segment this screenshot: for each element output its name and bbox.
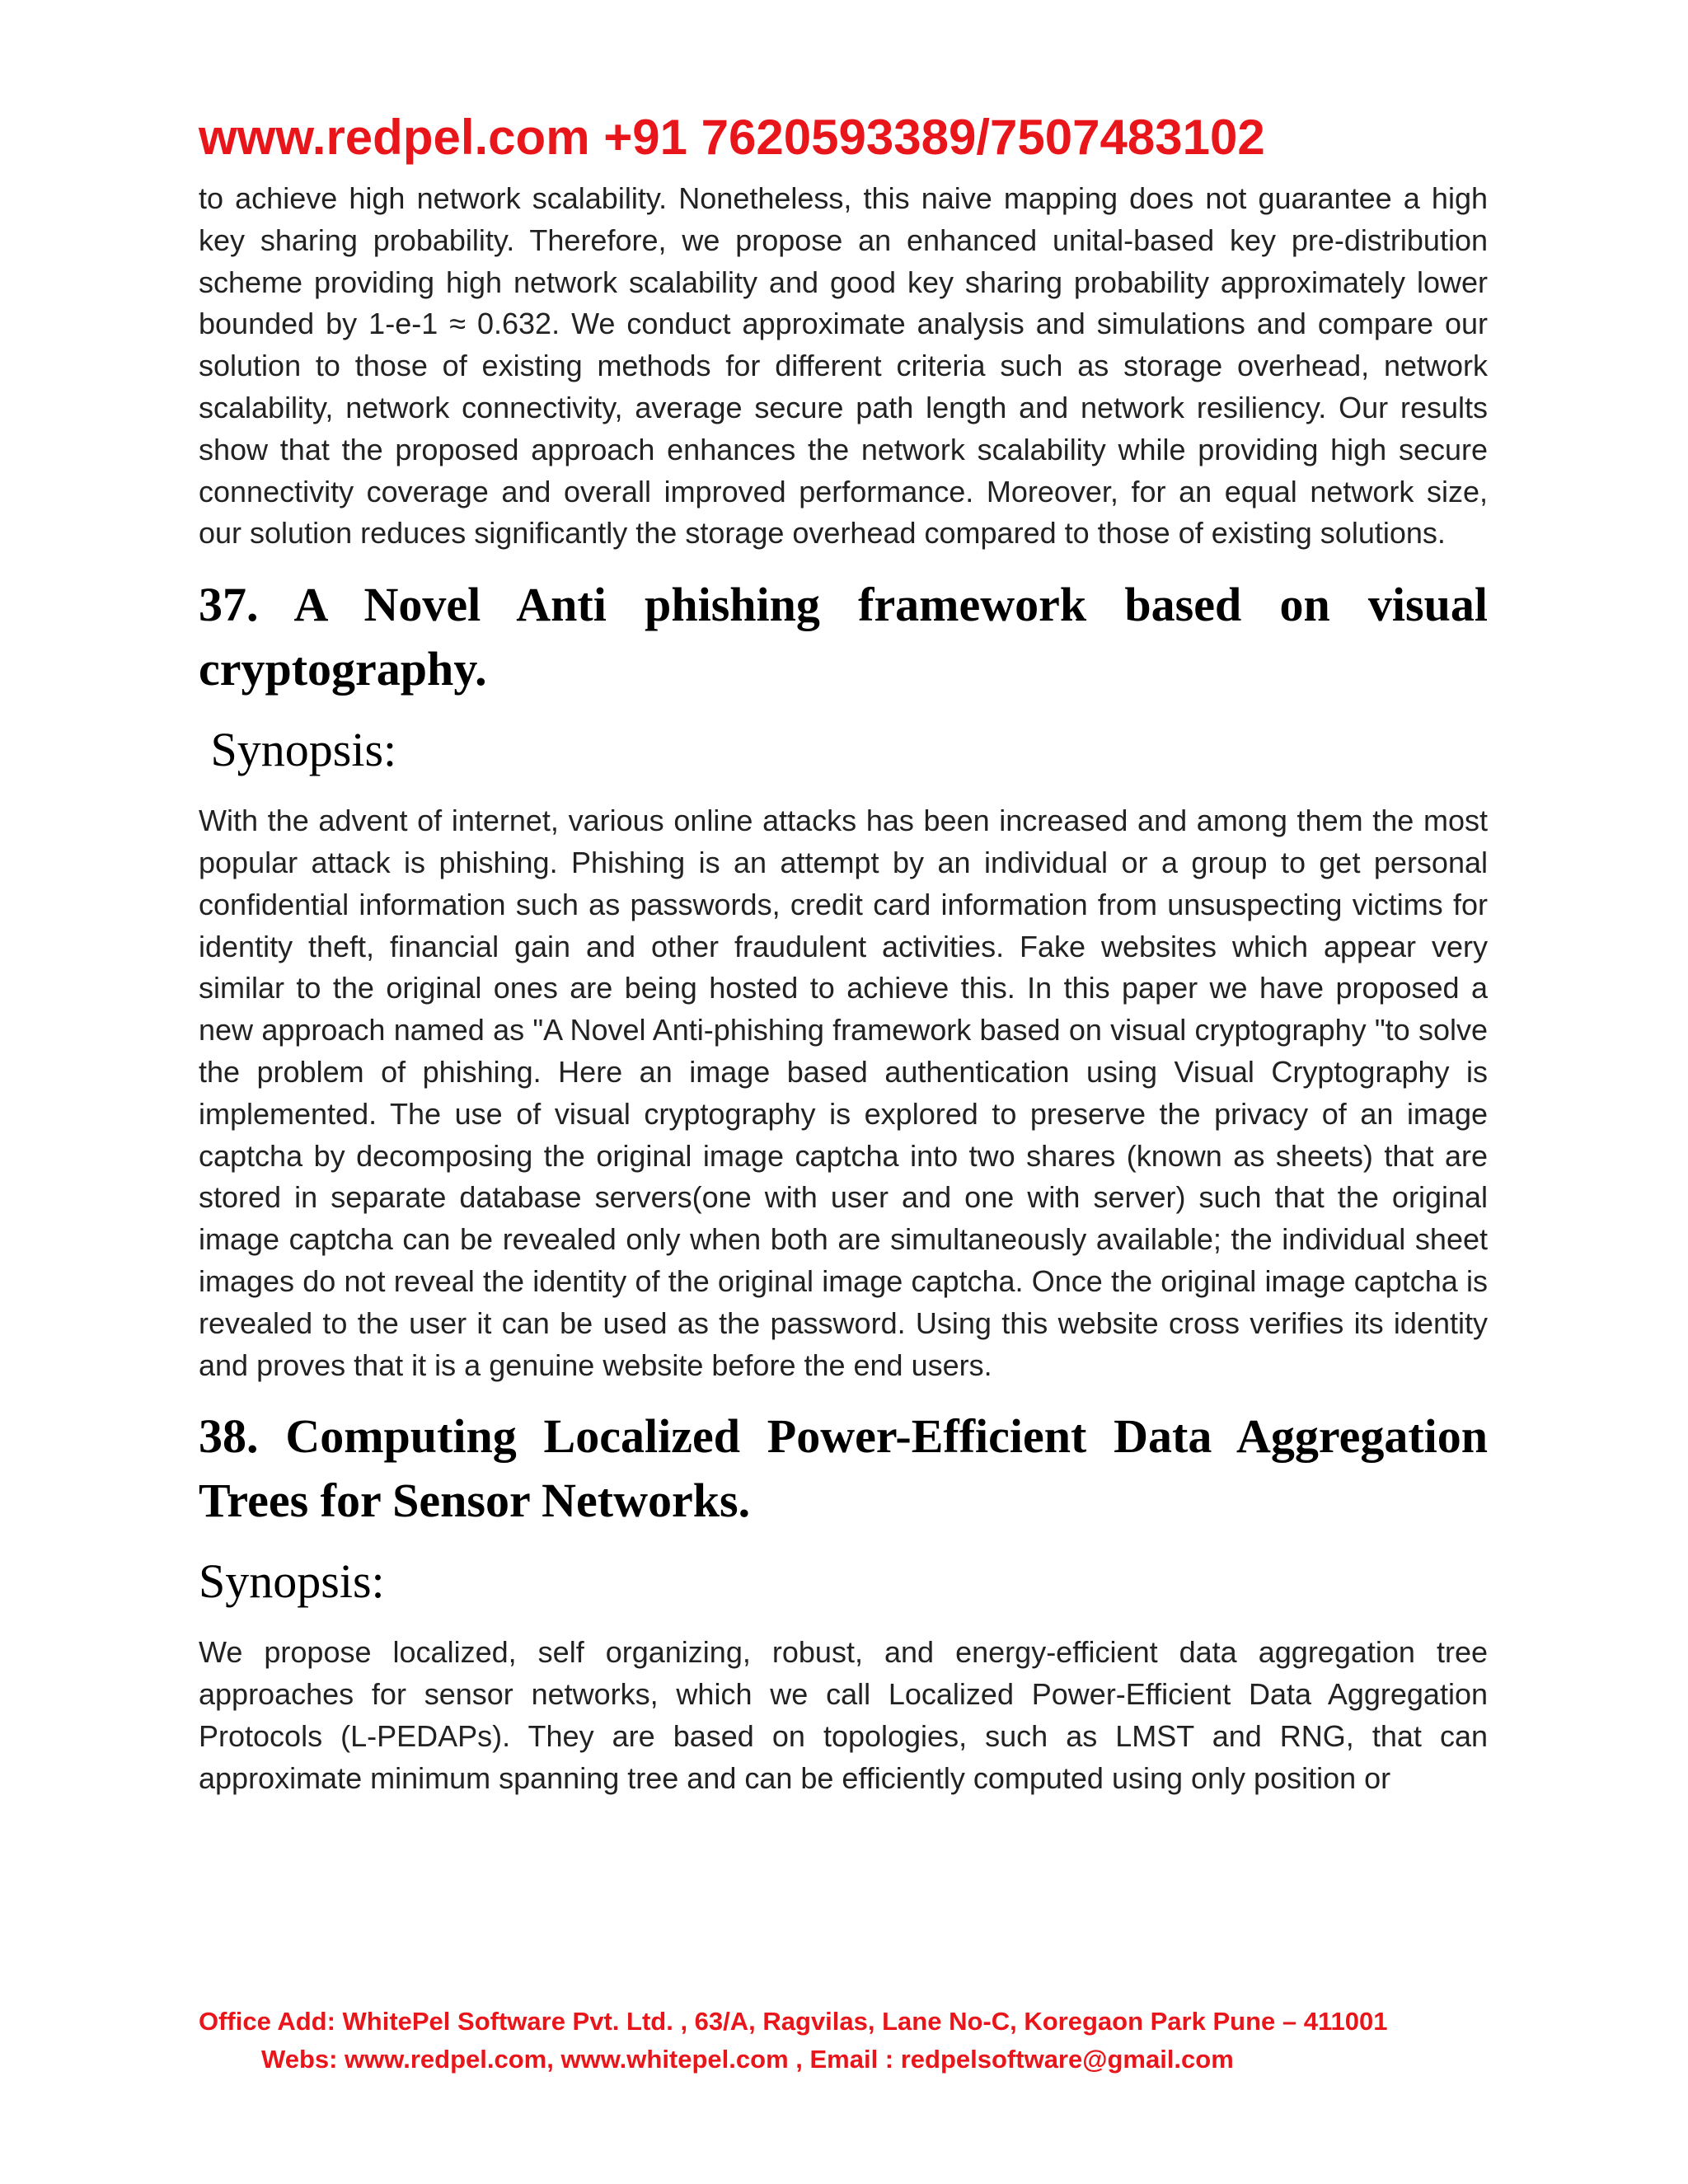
footer-office-address: Office Add: WhitePel Software Pvt. Ltd. , 63/A, Ragvilas, Lane No-C, Koregaon Park Pune – 411001: [199, 2007, 1388, 2036]
intro-paragraph: to achieve high network scalability. Nonetheless, this naive mapping does not guarantee a high key sharing probability. Therefore, we propose an enhanced unital-based key pre-distribution scheme providing high network scalability and good key sharing probability approximately lower bounded by 1-e-1 ≈ 0.632. We conduct approximate analysis and simulations and compare our solution to those of existing methods for different criteria such as storage overhead, network scalability, network connectivity, average secure path length and network resiliency. Our results show that the proposed approach enhances the network scalability while providing high secure connectivity coverage and overall improved performance. Moreover, for an equal network size, our solution reduces significantly the storage overhead compared to those of existing solutions.: [199, 181, 1488, 551]
section-37-synopsis-label: Synopsis:: [199, 723, 397, 777]
page-footer: [0, 2003, 1688, 2079]
section-38-synopsis-label: Synopsis:: [199, 1554, 385, 1609]
section-38-paragraph: We propose localized, self organizing, robust, and energy-efficient data aggregation tree approaches for sensor networks, which we call Localized Power-Efficient Data Aggregation Protocols (L-PEDAPs). They are based on topologies, such as LMST and RNG, that can approximate minimum spanning tree and can be efficiently computed using only position or: [199, 1635, 1488, 1795]
section-37-paragraph: With the advent of internet, various online attacks has been increased and among them the most popular attack is phishing. Phishing is an attempt by an individual or a group to get personal confidential information such as passwords, credit card information from unsuspecting victims for identity theft, financial gain and other fraudulent activities. Fake websites which appear very similar to the original ones are being hosted to achieve this. In this paper we have proposed a new approach named as "A Novel Anti-phishing framework based on visual cryptography "to solve the problem of phishing. Here an image based authentication using Visual Cryptography is implemented. The use of visual cryptography is explored to preserve the privacy of an image captcha by decomposing the original image captcha into two shares (known as sheets) that are stored in separate database servers(one with user and one with server) such that the original image captcha can be revealed only when both are simultaneously available; the individual sheet images do not reveal the identity of the original image captcha. Once the original image captcha is revealed to the user it can be used as the password. Using this website cross verifies its identity and proves that it is a genuine website before the end users.: [199, 804, 1488, 1382]
footer-webs-email: Webs: www.redpel.com, www.whitepel.com , Email : redpelsoftware@gmail.com: [261, 2045, 1234, 2074]
page-content: [199, 101, 1488, 1800]
header-contact-line: www.redpel.com +91 7620593389/7507483102: [199, 110, 1265, 165]
section-38-title: 38. Computing Localized Power-Efficient Data Aggregation Trees for Sensor Networks.: [199, 1409, 1488, 1528]
section-37-title: 37. A Novel Anti phishing framework based on visual cryptography.: [199, 578, 1488, 696]
